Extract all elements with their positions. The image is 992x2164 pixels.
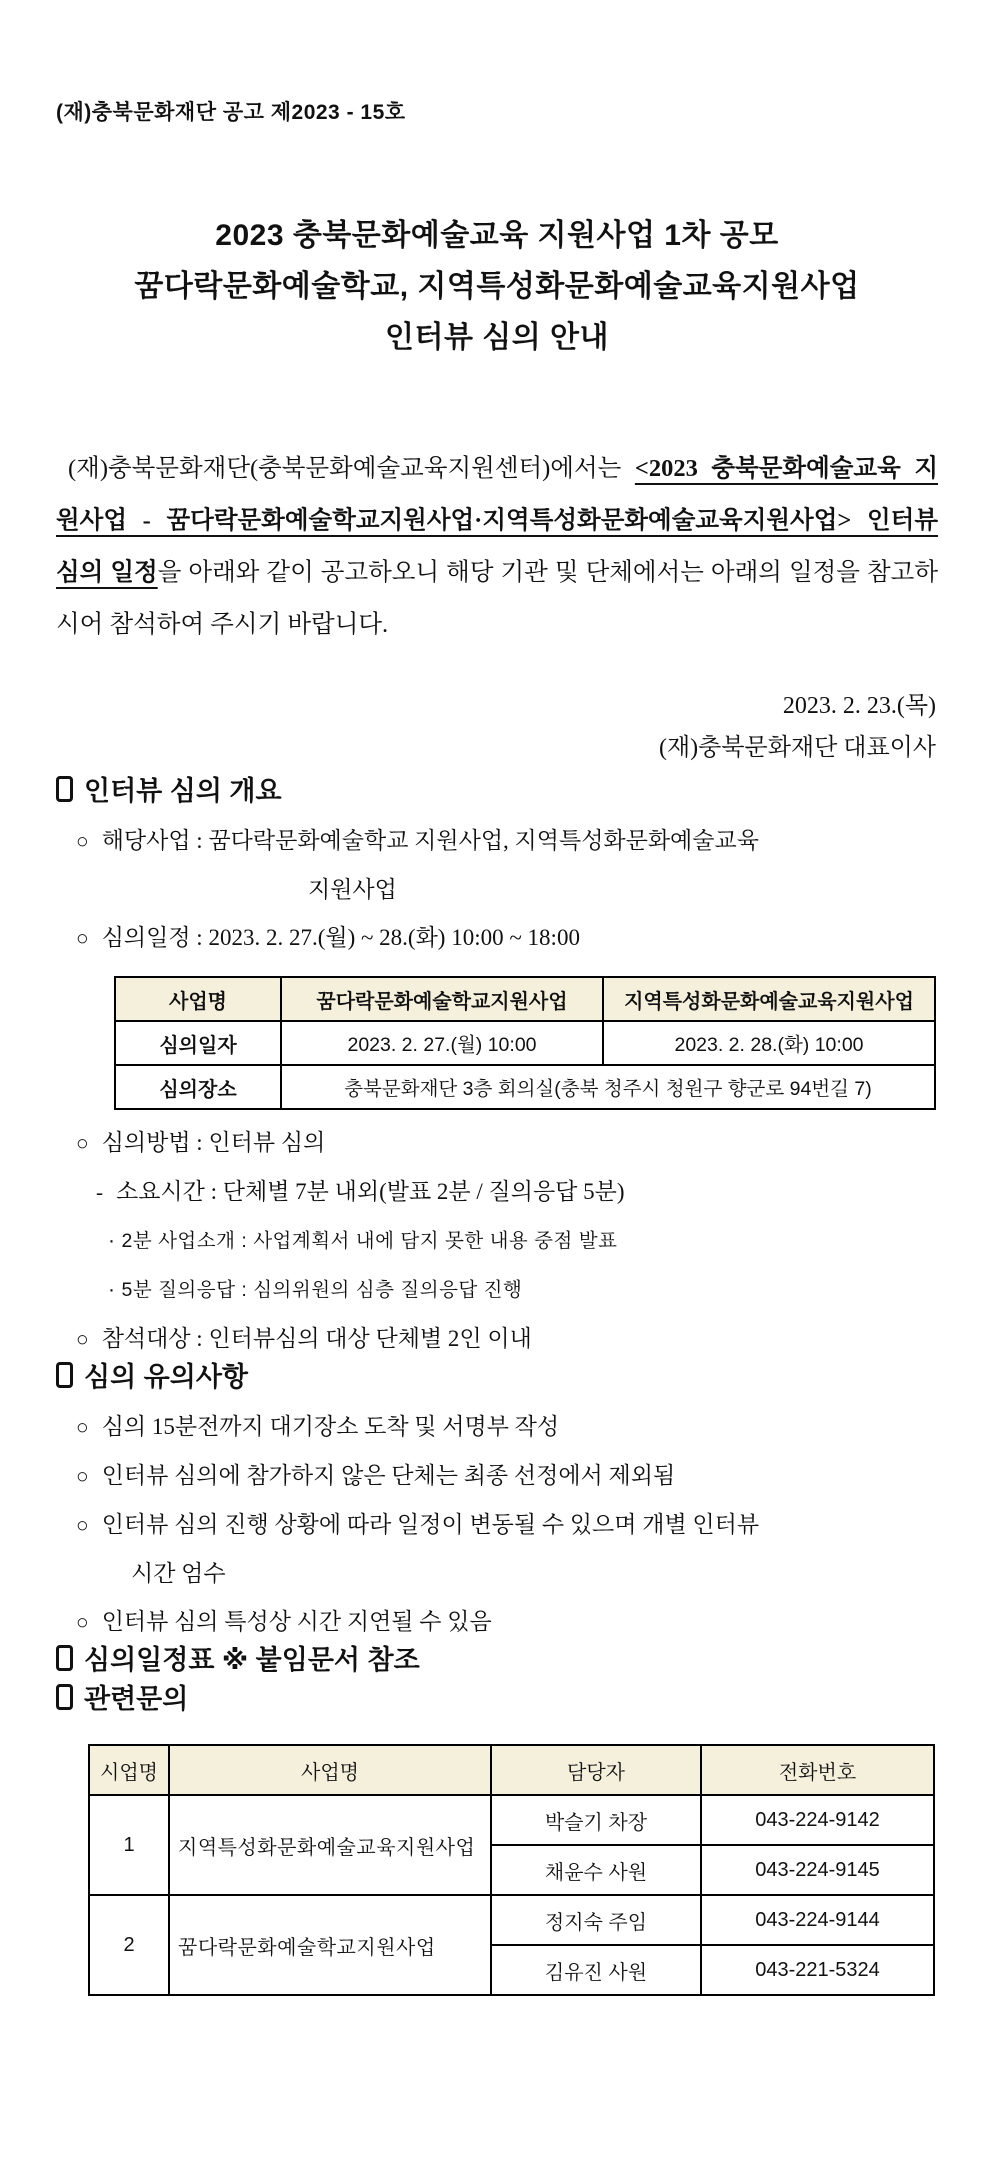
schedule-header-program1: 꿈다락문화예술학교지원사업 [281,977,603,1021]
intro-text-pre: (재)충북문화재단(충북문화예술교육지원센터)에서는 [68,455,635,482]
list-item-attendees [76,1323,938,1355]
document-title [56,210,938,363]
section-title-notes: 심의 유의사항 [84,1362,248,1392]
circle-bullet-icon: ○ [76,1464,89,1488]
schedule-date-row [115,1021,935,1065]
circle-bullet-icon: ○ [76,1610,89,1634]
intro-text-emphasis: <2023 충북문화예술교육 지원사업 - 꿈다락문화예술학교지원사업·지역특성화문화예술교육지원사업> 인터뷰 심의 일정 [56,455,938,586]
contact-header-business: 사업명 [169,1745,491,1795]
dot-bullet-icon: · [108,1229,116,1252]
note-item-2 [76,1460,938,1492]
circle-bullet-icon: ○ [76,1513,89,1537]
schedule-place-value: 충북문화재단 3층 회의실(충북 청주시 청원구 향군로 94번길 7) [281,1065,935,1109]
list-item-text: 참석대상 : 인터뷰심의 대상 단체별 2인 이내 [101,1326,532,1351]
list-item-text: 인터뷰 심의에 참가하지 않은 단체는 최종 선정에서 제외됨 [101,1463,676,1488]
contact-person: 김유진 사원 [491,1945,701,1995]
square-bullet-icon [56,1645,73,1671]
list-item-text: 소요시간 : 단체별 7분 내외(발표 2분 / 질의응답 5분) [116,1179,625,1204]
schedule-place-label: 심의장소 [115,1065,281,1109]
contact-phone: 043-221-5324 [701,1945,934,1995]
notice-number: (재)충북문화재단 공고 제2023 - 15호 [56,101,406,124]
section-heading-notes [56,1355,938,1394]
contact-table [88,1744,935,1996]
contact-phone: 043-224-9145 [701,1845,934,1895]
list-item-text: 2분 사업소개 : 사업계획서 내에 담지 못한 내용 중점 발표 [121,1230,618,1252]
note-item-3-cont [131,1558,938,1589]
contact-header-person: 담당자 [491,1745,701,1795]
contact-person: 채윤수 사원 [491,1845,701,1895]
list-item-text: 심의일정 : 2023. 2. 27.(월) ~ 28.(화) 10:00 ~ 18:00 [101,925,580,950]
list-item-text: 인터뷰 심의 특성상 시간 지연될 수 있음 [101,1609,492,1634]
announcer: (재)충북문화재단 대표이사 [658,735,936,761]
list-item-intro-2min [108,1225,938,1257]
title-line-2: 꿈다락문화예술학교, 지역특성화문화예술교육지원사업 [134,270,860,303]
contact-group2-business: 꿈다락문화예술학교지원사업 [169,1895,491,1995]
list-item-text: 심의방법 : 인터뷰 심의 [101,1130,326,1155]
contact-person: 박슬기 차장 [491,1795,701,1845]
list-item-text: 5분 질의응답 : 심의위원의 심층 질의응답 진행 [121,1279,523,1301]
contact-person: 정지숙 주임 [491,1895,701,1945]
list-item-qna-5min [108,1274,938,1306]
section-title-contact: 관련문의 [84,1684,189,1714]
circle-bullet-icon: ○ [76,829,89,853]
circle-bullet-icon: ○ [76,1415,89,1439]
contact-group1-business: 지역특성화문화예술교육지원사업 [169,1795,491,1895]
dash-bullet-icon: - [96,1180,103,1204]
section-heading-contact [56,1677,938,1716]
dot-bullet-icon: · [108,1278,116,1301]
list-item-text: 시간 엄수 [131,1561,226,1586]
schedule-date-program1: 2023. 2. 27.(월) 10:00 [281,1021,603,1065]
list-item-business [76,825,938,857]
schedule-header-business: 사업명 [115,977,281,1021]
signature-block [56,685,938,769]
schedule-header-program2: 지역특성화문화예술교육지원사업 [603,977,935,1021]
contact-table-header-row [89,1745,934,1795]
circle-bullet-icon: ○ [76,1327,89,1351]
section-title-schedule-ref: 심의일정표 ※ 붙임문서 참조 [84,1645,420,1675]
contact-group2-no: 2 [89,1895,169,1995]
contact-header-phone: 전화번호 [701,1745,934,1795]
list-item-method [76,1127,938,1159]
list-item-duration [96,1176,938,1208]
square-bullet-icon [56,776,73,802]
title-line-3: 인터뷰 심의 안내 [384,321,610,354]
section-heading-overview [56,769,938,808]
list-item-text: 해당사업 : 꿈다락문화예술학교 지원사업, 지역특성화문화예술교육 [101,828,759,853]
contact-header-no: 시업명 [89,1745,169,1795]
contact-row [89,1895,934,1945]
note-item-3 [76,1509,938,1541]
list-item-schedule [76,922,938,954]
title-line-1: 2023 충북문화예술교육 지원사업 1차 공모 [215,219,779,252]
contact-phone: 043-224-9144 [701,1895,934,1945]
schedule-place-row [115,1065,935,1109]
announcement-date: 2023. 2. 23.(목) [782,693,936,719]
square-bullet-icon [56,1684,73,1710]
intro-paragraph [56,443,938,651]
list-item-text: 지원사업 [308,877,397,902]
list-item-text: 심의 15분전까지 대기장소 도착 및 서명부 작성 [101,1414,560,1439]
contact-row [89,1795,934,1845]
intro-text-post: 을 아래와 같이 공고하오니 해당 기관 및 단체에서는 아래의 일정을 참고하시어 참석하여 주시기 바랍니다. [56,559,938,638]
schedule-date-label: 심의일자 [115,1021,281,1065]
schedule-date-program2: 2023. 2. 28.(화) 10:00 [603,1021,935,1065]
schedule-table [114,976,936,1110]
circle-bullet-icon: ○ [76,1131,89,1155]
list-item-text: 인터뷰 심의 진행 상황에 따라 일정이 변동될 수 있으며 개별 인터뷰 [101,1512,760,1537]
contact-group1-no: 1 [89,1795,169,1895]
circle-bullet-icon: ○ [76,926,89,950]
note-item-4 [76,1606,938,1638]
section-heading-schedule-ref [56,1638,938,1677]
section-title-overview: 인터뷰 심의 개요 [84,776,282,806]
contact-phone: 043-224-9142 [701,1795,934,1845]
schedule-table-header-row [115,977,935,1021]
note-item-1 [76,1411,938,1443]
list-item-business-cont [308,874,938,905]
square-bullet-icon [56,1362,73,1388]
